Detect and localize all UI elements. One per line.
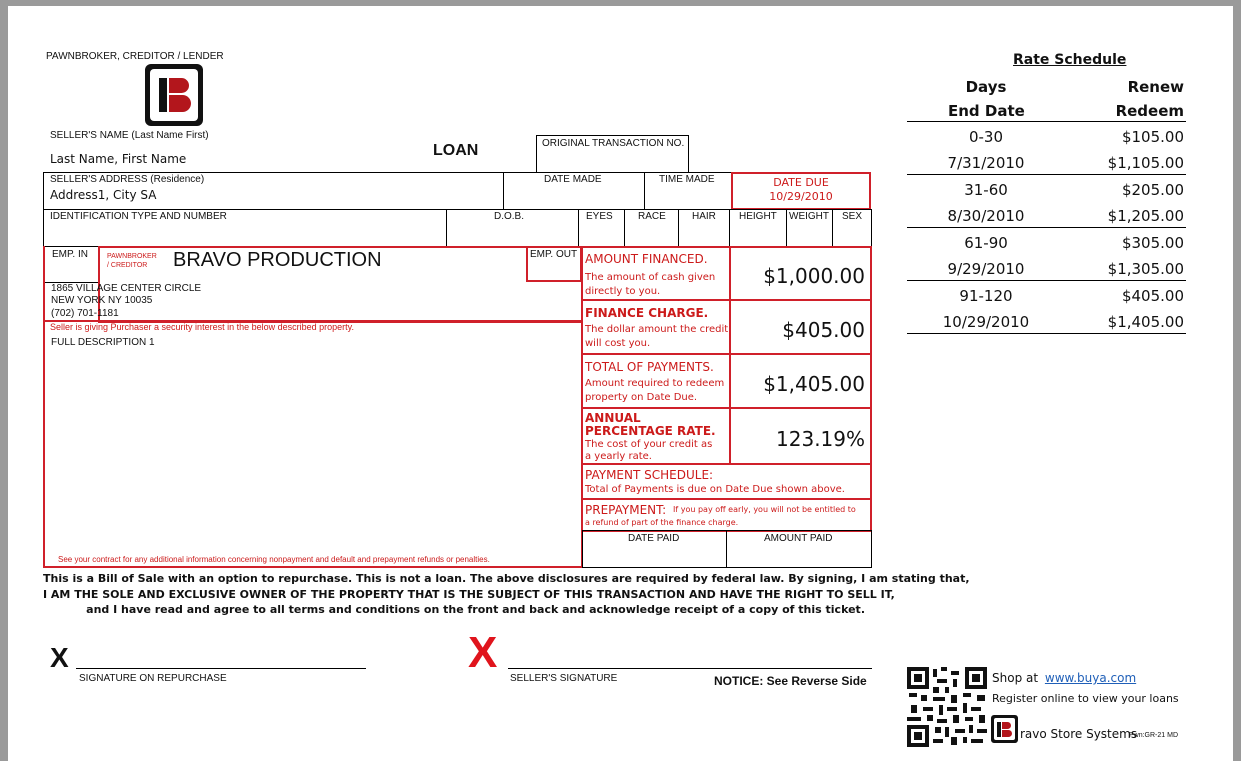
- total-payments-desc2: property on Date Due.: [585, 392, 698, 403]
- rate-row-end-date: 9/29/2010: [947, 260, 1025, 278]
- weight-label: WEIGHT: [789, 211, 829, 222]
- date-due-value: 10/29/2010: [769, 190, 833, 203]
- register-text: Register online to view your loans: [992, 692, 1179, 705]
- rate-row-days: 0-30: [968, 128, 1004, 146]
- rate-row-redeem: $1,205.00: [1107, 207, 1184, 225]
- rate-row-renew: $205.00: [1121, 181, 1184, 199]
- rate-row-redeem: $1,105.00: [1107, 154, 1184, 172]
- rate-row-redeem: $1,405.00: [1107, 313, 1184, 331]
- rate-row-redeem: $1,305.00: [1107, 260, 1184, 278]
- legal-line2: I AM THE SOLE AND EXCLUSIVE OWNER OF THE PROPERTY THAT IS THE SUBJECT OF THIS TRANSACTION AND HAVE THE RIGHT TO SELL IT,: [43, 587, 895, 601]
- date-paid-label: DATE PAID: [628, 533, 680, 544]
- total-payments-desc1: Amount required to redeem: [585, 378, 725, 389]
- emp-out-box: [526, 246, 582, 282]
- shop-at: [992, 671, 1136, 685]
- rate-schedule-title: Rate Schedule: [1013, 52, 1127, 68]
- seller-signature-line[interactable]: [508, 668, 872, 669]
- total-payments-title: TOTAL OF PAYMENTS.: [585, 360, 714, 374]
- address-value: Address1, City SA: [50, 188, 157, 202]
- contract-notice: See your contract for any additional information concerning nonpayment and default and prepayment refunds or penalties.: [58, 555, 490, 564]
- pawnbroker-address-line1: 1865 VILLAGE CENTER CIRCLE: [51, 283, 202, 294]
- reverse-side-notice: NOTICE: See Reverse Side: [714, 674, 867, 688]
- apr-desc-line2: a yearly rate.: [585, 451, 652, 462]
- amount-financed-desc1: The amount of cash given: [585, 272, 716, 283]
- rate-row-days: 91-120: [959, 287, 1013, 305]
- payment-schedule-desc: Total of Payments is due on Date Due shown above.: [585, 484, 845, 495]
- shop-link[interactable]: www.buya.com: [1044, 671, 1137, 685]
- seller-x-mark: X: [468, 628, 498, 677]
- total-payments-value: $1,405.00: [763, 372, 865, 396]
- height-label: HEIGHT: [739, 211, 777, 222]
- seller-name-label: SELLER'S NAME (Last Name First): [50, 130, 209, 141]
- pawnbroker-name: BRAVO PRODUCTION: [173, 249, 382, 271]
- renew-header: Renew: [1127, 78, 1184, 96]
- address-label: SELLER'S ADDRESS (Residence): [50, 174, 205, 185]
- shop-at-text: Shop at: [992, 671, 1039, 685]
- prepayment-title: PREPAYMENT:: [585, 503, 667, 517]
- original-transaction-box: [536, 135, 689, 173]
- property-description: FULL DESCRIPTION 1: [51, 337, 155, 348]
- emp-in-label: EMP. IN: [52, 249, 88, 260]
- bravo-logo: [145, 64, 203, 126]
- rate-row-end-date: 8/30/2010: [947, 207, 1025, 225]
- payment-schedule-title: PAYMENT SCHEDULE:: [585, 468, 714, 482]
- emp-out-label: EMP. OUT: [530, 249, 578, 260]
- rate-row-renew: $405.00: [1121, 287, 1184, 305]
- repurchase-signature-line[interactable]: [76, 668, 366, 669]
- time-made-label: TIME MADE: [659, 174, 715, 185]
- sex-label: SEX: [842, 211, 863, 222]
- store-logo-icon: [991, 715, 1018, 743]
- apr-title-line2: PERCENTAGE RATE.: [585, 424, 716, 438]
- identification-label: IDENTIFICATION TYPE AND NUMBER: [50, 211, 227, 222]
- eyes-label: EYES: [586, 211, 613, 222]
- amount-financed-title: AMOUNT FINANCED.: [585, 252, 708, 266]
- prepayment-desc1: If you pay off early, you will not be entitled to: [673, 505, 856, 514]
- pawnbroker-label: PAWNBROKER, CREDITOR / LENDER: [46, 51, 224, 62]
- pawnbroker-phone: (702) 701-1181: [51, 308, 119, 319]
- apr-desc-line1: The cost of your credit as: [585, 439, 713, 450]
- prepayment-desc2: a refund of part of the finance charge.: [585, 518, 739, 527]
- end-date-header: End Date: [948, 102, 1025, 120]
- creditor-label-line2: / CREDITOR: [107, 262, 148, 269]
- store-name: ravo Store Systems: [1020, 727, 1138, 741]
- amount-financed-desc2: directly to you.: [585, 286, 661, 297]
- rate-row-days: 61-90: [964, 234, 1008, 252]
- amount-paid-label: AMOUNT PAID: [764, 533, 833, 544]
- repurchase-signature-label: SIGNATURE ON REPURCHASE: [79, 673, 227, 684]
- finance-charge-value: $405.00: [782, 318, 865, 342]
- apr-title-line1: ANNUAL: [585, 411, 641, 425]
- rate-row-renew: $105.00: [1121, 128, 1184, 146]
- loan-title: LOAN: [433, 142, 479, 159]
- apr-title: [585, 412, 716, 438]
- rate-row-renew: $305.00: [1121, 234, 1184, 252]
- rate-row-end-date: 7/31/2010: [947, 154, 1025, 172]
- rate-row-days: 31-60: [964, 181, 1008, 199]
- creditor-label: [107, 252, 157, 270]
- legal-line3: and I have read and agree to all terms and conditions on the front and back and acknowledge receipt of a copy of this ticket.: [86, 603, 865, 616]
- form-code: Pwn:GR-21 MD: [1129, 732, 1179, 739]
- apr-value: 123.19%: [776, 427, 865, 451]
- legal-line1: This is a Bill of Sale with an option to repurchase. This is not a loan. The above disclosures are required by federal law. By signing, I am stating that,: [43, 572, 970, 585]
- date-due-label: DATE DUE: [773, 176, 829, 189]
- redeem-header: Redeem: [1115, 102, 1184, 120]
- date-made-label: DATE MADE: [544, 174, 602, 185]
- pawnbroker-address-line2: NEW YORK NY 10035: [51, 295, 153, 306]
- seller-signature-label: SELLER'S SIGNATURE: [510, 673, 618, 684]
- apr-desc: [585, 439, 712, 463]
- pawn-ticket-sheet: [8, 6, 1233, 761]
- qr-code-icon: [907, 667, 987, 747]
- repurchase-x-mark: X: [50, 642, 69, 673]
- rate-row-end-date: 10/29/2010: [942, 313, 1030, 331]
- creditor-label-line1: PAWNBROKER: [107, 253, 157, 260]
- seller-name-value: Last Name, First Name: [50, 152, 187, 166]
- amount-financed-value: $1,000.00: [763, 264, 865, 288]
- days-header: Days: [965, 78, 1007, 96]
- security-notice: Seller is giving Purchaser a security interest in the below described property.: [50, 322, 354, 332]
- hair-label: HAIR: [692, 211, 716, 222]
- original-transaction-label: ORIGINAL TRANSACTION NO.: [542, 138, 685, 149]
- race-label: RACE: [638, 211, 666, 222]
- emp-in-box: [43, 246, 100, 283]
- finance-charge-desc1: The dollar amount the credit: [585, 324, 729, 335]
- date-due-box: [731, 172, 871, 210]
- legal-text: [43, 571, 970, 618]
- dob-label: D.O.B.: [494, 211, 525, 222]
- finance-charge-desc2: will cost you.: [585, 338, 651, 349]
- finance-charge-title: FINANCE CHARGE.: [585, 306, 709, 320]
- property-description-box: [43, 320, 583, 568]
